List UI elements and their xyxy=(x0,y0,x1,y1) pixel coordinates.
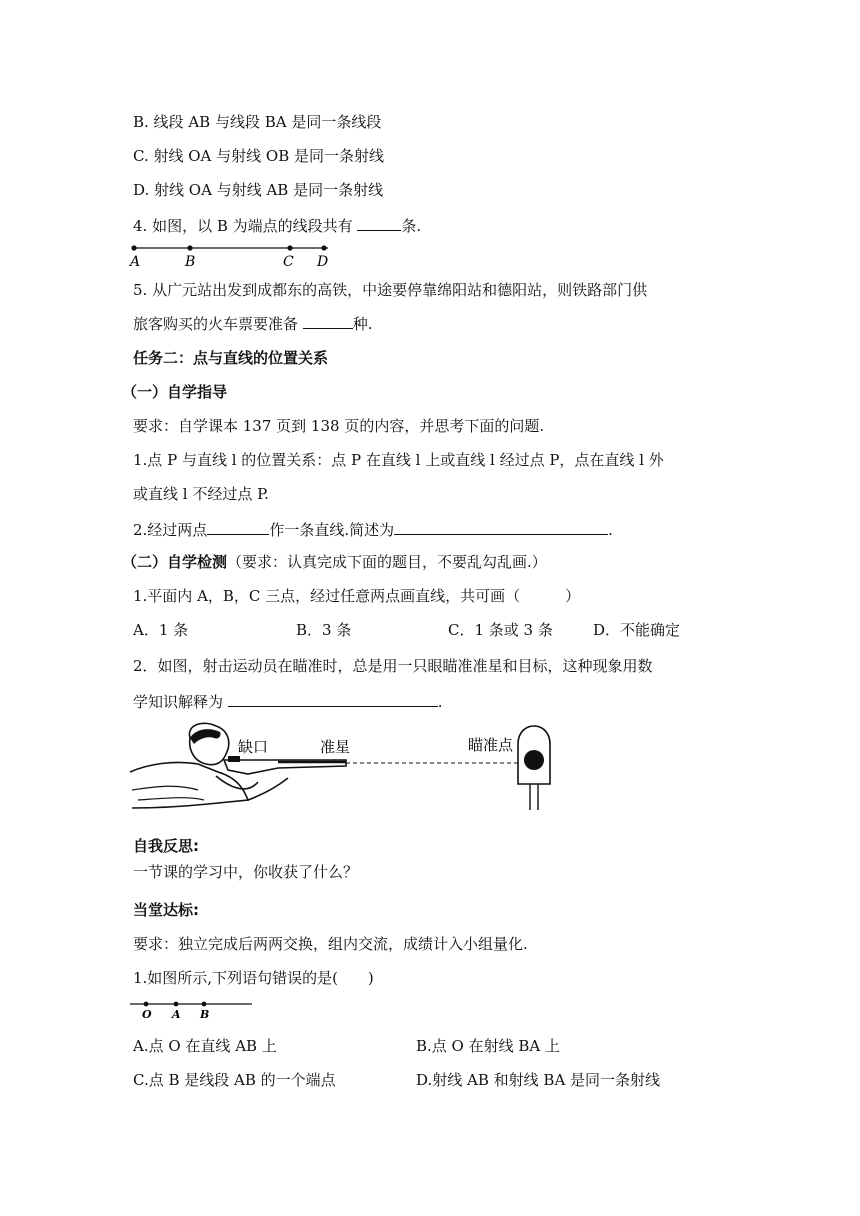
point-2-prefix: 2.经过两点 xyxy=(133,521,208,539)
label-a: A xyxy=(172,1008,181,1021)
question-4 xyxy=(133,214,421,236)
question-5-line2 xyxy=(133,312,373,334)
point-b xyxy=(202,1002,207,1007)
check-option-b: B．3 条 xyxy=(296,621,352,639)
requirement-text: 要求：自学课本 137 页到 138 页的内容，并思考下面的问题. xyxy=(133,417,545,435)
task-2-title: 任务二：点与直线的位置关系 xyxy=(133,349,329,367)
segment-figure-abcd xyxy=(128,240,348,270)
option-b-line: B. 线段 AB 与线段 BA 是同一条线段 xyxy=(133,113,382,131)
check-option-d: D．不能确定 xyxy=(593,621,681,639)
final-question-1: 1.如图所示,下列语句错误的是( ) xyxy=(133,969,374,987)
final-option-a: A.点 O 在直线 AB 上 xyxy=(133,1037,277,1055)
shooter-illustration xyxy=(128,720,558,820)
check-question-2-text: 学知识解释为 xyxy=(133,693,228,711)
question-5-line1: 5. 从广元站出发到成都东的高铁，中途要停靠绵阳站和德阳站，则铁路部门供 xyxy=(133,281,648,299)
point-d xyxy=(321,245,326,250)
label-front-sight: 准星 xyxy=(320,738,351,756)
point-a xyxy=(174,1002,179,1007)
reflection-text: 一节课的学习中，你收获了什么？ xyxy=(133,863,359,881)
check-question-2-line2 xyxy=(133,690,443,712)
final-option-d: D.射线 AB 和射线 BA 是同一条射线 xyxy=(416,1071,661,1089)
answer-blank xyxy=(303,312,353,329)
reflection-title: 自我反思: xyxy=(133,837,199,855)
final-option-b: B.点 O 在射线 BA 上 xyxy=(416,1037,561,1055)
self-check-heading xyxy=(122,552,547,572)
label-notch: 缺口 xyxy=(238,738,269,756)
self-check-note: （要求：认真完成下面的题目，不要乱勾乱画.） xyxy=(227,553,547,571)
question-4-text: 4. 如图，以 B 为端点的线段共有 xyxy=(133,217,358,235)
point-1-line1: 1.点 P 与直线 l 的位置关系：点 P 在直线 l 上或直线 l 经过点 P，点在直线 l 外 xyxy=(133,451,664,469)
point-2-middle: 作一条直线.简述为 xyxy=(269,521,395,539)
label-b: B xyxy=(185,254,196,270)
check-question-1: 1.平面内 A，B，C 三点，经过任意两点画直线，共可画（ ） xyxy=(133,587,581,605)
point-b xyxy=(187,245,192,250)
check-option-a: A．1 条 xyxy=(133,621,189,639)
point-c xyxy=(287,245,292,250)
label-b: B xyxy=(200,1008,210,1021)
question-4-suffix: 条. xyxy=(401,217,422,235)
point-a xyxy=(131,245,136,250)
point-o xyxy=(144,1002,149,1007)
answer-blank xyxy=(207,518,269,535)
shooter-arms xyxy=(216,776,288,800)
self-check-title: （二）自学检测 xyxy=(122,553,228,571)
standard-title: 当堂达标: xyxy=(133,901,199,919)
label-aim-point: 瞄准点 xyxy=(468,736,514,754)
option-c-line: C. 射线 OA 与射线 OB 是同一条射线 xyxy=(133,147,385,165)
check-option-c: C．1 条或 3 条 xyxy=(448,621,553,639)
ray-figure-oab xyxy=(128,996,258,1022)
label-d: D xyxy=(317,254,329,270)
label-c: C xyxy=(283,254,294,270)
answer-blank xyxy=(228,690,438,707)
check-question-2-suffix: . xyxy=(437,693,443,711)
option-d-line: D. 射线 OA 与射线 AB 是同一条射线 xyxy=(133,181,384,199)
shooter-clothes-lines xyxy=(132,786,204,800)
rifle-notch xyxy=(228,756,240,762)
check-question-2-line1: 2．如图，射击运动员在瞄准时，总是用一只眼瞄准准星和目标，这种现象用数 xyxy=(133,657,653,675)
self-study-title: （一）自学指导 xyxy=(122,383,228,401)
question-5-text: 旅客购买的火车票要准备 xyxy=(133,315,303,333)
point-1-line2: 或直线 l 不经过点 P. xyxy=(133,485,269,503)
shooter-hair xyxy=(190,729,221,744)
target-bullseye xyxy=(524,750,544,770)
point-2-suffix: . xyxy=(608,521,613,539)
standard-text: 要求：独立完成后两两交换，组内交流，成绩计入小组量化. xyxy=(133,935,528,953)
label-o: O xyxy=(142,1008,152,1021)
label-a: A xyxy=(130,254,141,270)
question-5-suffix: 种. xyxy=(352,315,373,333)
answer-blank xyxy=(394,518,608,535)
answer-blank xyxy=(357,214,401,231)
point-2 xyxy=(133,518,613,540)
final-option-c: C.点 B 是线段 AB 的一个端点 xyxy=(133,1071,336,1089)
